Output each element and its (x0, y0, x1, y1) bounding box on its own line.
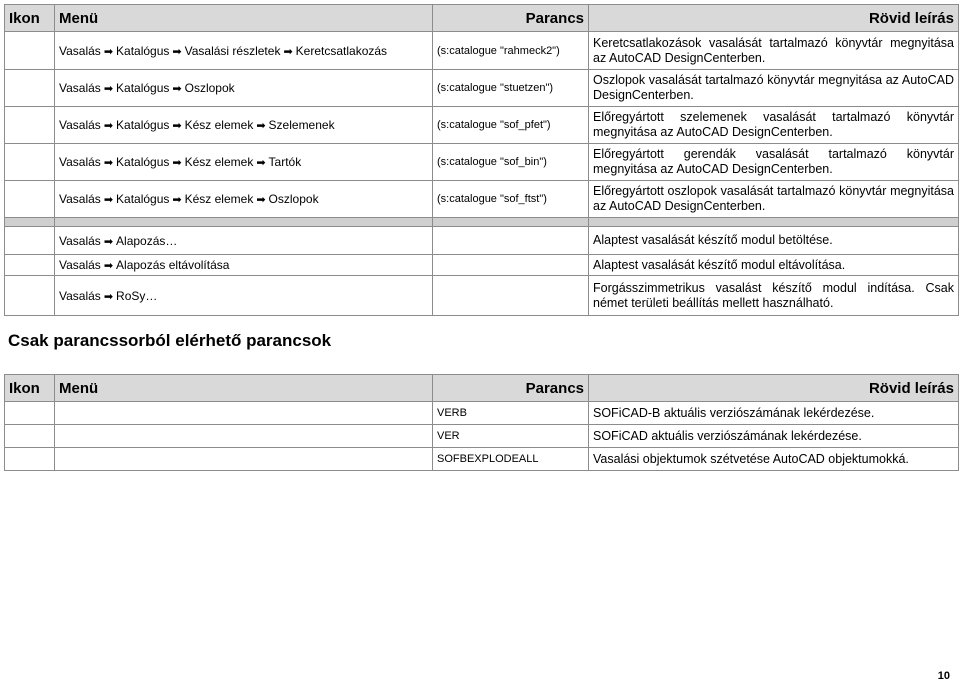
description-text: Alaptest vasalását készítő modul betöltése. (589, 227, 959, 255)
arrow-right-icon: ➡ (172, 120, 182, 132)
icon-cell (5, 227, 55, 255)
description-text: Forgásszimmetrikus vasalást készítő modul indítása. Csak német területi beállítás mellett használható. (589, 276, 959, 316)
description-text: Oszlopok vasalását tartalmazó könyvtár megnyitása az AutoCAD DesignCenterben. (589, 70, 959, 107)
header-menu: Menü (55, 375, 433, 402)
menu-path-item: Vasalás (59, 43, 101, 58)
arrow-right-icon: ➡ (172, 157, 182, 169)
menu-path-item: Katalógus (116, 81, 170, 95)
menu-path-item: Szelemenek (268, 118, 335, 132)
menu-path-item: Vasalás (59, 192, 101, 206)
header-description: Rövid leírás (589, 375, 959, 402)
menu-path (55, 181, 433, 218)
separator-cell (433, 218, 589, 227)
header-command: Parancs (433, 5, 589, 32)
table-row (5, 181, 959, 218)
menu-path (55, 70, 433, 107)
arrow-right-icon: ➡ (172, 45, 182, 58)
description-text: Keretcsatlakozások vasalását tartalmazó könyvtár megnyitása az AutoCAD DesignCenterben. (589, 32, 959, 70)
table-row (5, 255, 959, 276)
icon-cell (5, 276, 55, 316)
description-text: Előregyártott szelemenek vasalását tartalmazó könyvtár megnyitása az AutoCAD DesignCenterben. (589, 107, 959, 144)
command-text (433, 276, 589, 316)
separator-cell (589, 218, 959, 227)
arrow-right-icon: ➡ (103, 194, 114, 206)
description-text: SOFiCAD-B aktuális verziószámának lekérdezése. (589, 402, 959, 425)
separator-cell (55, 218, 433, 227)
arrow-right-icon: ➡ (172, 194, 182, 206)
arrow-right-icon: ➡ (103, 235, 114, 248)
arrow-right-icon: ➡ (256, 194, 266, 206)
table-row (5, 70, 959, 107)
arrow-right-icon: ➡ (103, 290, 114, 303)
command-table-cmdline (4, 374, 959, 471)
table-row (5, 144, 959, 181)
menu-path-item: Vasalás (59, 155, 101, 169)
icon-cell (5, 107, 55, 144)
table-body-cmdline (5, 402, 959, 471)
menu-path (55, 255, 433, 276)
menu-path-item: Vasalás (59, 81, 101, 95)
menu-path-item: Vasalási részletek (184, 43, 281, 58)
menu-path-item: Katalógus (116, 43, 170, 58)
menu-path-item: Alapozás… (116, 233, 178, 248)
menu-path (55, 32, 433, 70)
menu-path-item: Tartók (268, 155, 302, 169)
menu-path-item: Katalógus (116, 118, 170, 132)
description-text: SOFiCAD aktuális verziószámának lekérdezése. (589, 425, 959, 448)
icon-cell (5, 448, 55, 471)
header-command: Parancs (433, 375, 589, 402)
menu-path-item: Vasalás (59, 233, 101, 248)
arrow-right-icon: ➡ (103, 83, 114, 95)
command-text: VERB (433, 402, 589, 425)
menu-path-item: Vasalás (59, 288, 101, 303)
separator-cell (5, 218, 55, 227)
menu-path (55, 402, 433, 425)
icon-cell (5, 32, 55, 70)
table-row (5, 425, 959, 448)
table-separator (5, 218, 959, 227)
menu-path-item: Oszlopok (184, 81, 235, 95)
menu-path-item: Kész elemek (184, 118, 254, 132)
arrow-right-icon: ➡ (103, 260, 114, 272)
command-text: (s:catalogue "sof_pfet") (433, 107, 589, 144)
menu-path-item: Katalógus (116, 192, 170, 206)
section-title: Csak parancssorból elérhető parancsok (8, 331, 332, 350)
table-row (5, 227, 959, 255)
command-text: (s:catalogue "stuetzen") (433, 70, 589, 107)
table-row (5, 402, 959, 425)
description-text: Előregyártott gerendák vasalását tartalmazó könyvtár megnyitása az AutoCAD DesignCenterben. (589, 144, 959, 181)
icon-cell (5, 425, 55, 448)
menu-path-item: Kész elemek (184, 192, 254, 206)
command-text: SOFBEXPLODEALL (433, 448, 589, 471)
menu-path-item: Vasalás (59, 258, 101, 272)
command-text: VER (433, 425, 589, 448)
arrow-right-icon: ➡ (256, 157, 266, 169)
menu-path-item: RoSy… (116, 288, 158, 303)
arrow-right-icon: ➡ (103, 120, 114, 132)
icon-cell (5, 181, 55, 218)
command-text: (s:catalogue "rahmeck2") (433, 32, 589, 70)
table-body-catalogue (5, 32, 959, 316)
table-row (5, 448, 959, 471)
menu-path (55, 448, 433, 471)
menu-path-item: Oszlopok (268, 192, 319, 206)
menu-path-item: Alapozás eltávolítása (116, 258, 230, 272)
icon-cell (5, 70, 55, 107)
arrow-right-icon: ➡ (283, 45, 293, 58)
table-header-row (5, 5, 959, 32)
menu-path (55, 425, 433, 448)
menu-path (55, 276, 433, 316)
icon-cell (5, 255, 55, 276)
table-row (5, 32, 959, 70)
menu-path-item: Kész elemek (184, 155, 254, 169)
menu-path (55, 144, 433, 181)
header-menu: Menü (55, 5, 433, 32)
header-icon: Ikon (5, 5, 55, 32)
page-number: 10 (937, 670, 950, 682)
table-row (5, 107, 959, 144)
header-icon: Ikon (5, 375, 55, 402)
arrow-right-icon: ➡ (172, 83, 182, 95)
command-text: (s:catalogue "sof_bin") (433, 144, 589, 181)
command-text (433, 255, 589, 276)
description-text: Alaptest vasalását készítő modul eltávolítása. (589, 255, 959, 276)
table-header-row (5, 375, 959, 402)
command-table-main (4, 4, 959, 316)
description-text: Vasalási objektumok szétvetése AutoCAD objektumokká. (589, 448, 959, 471)
description-text: Előregyártott oszlopok vasalását tartalmazó könyvtár megnyitása az AutoCAD DesignCenterben. (589, 181, 959, 218)
icon-cell (5, 144, 55, 181)
arrow-right-icon: ➡ (103, 157, 114, 169)
command-text: (s:catalogue "sof_ftst") (433, 181, 589, 218)
command-text (433, 227, 589, 255)
menu-path-item: Keretcsatlakozás (295, 43, 388, 58)
menu-path-item: Katalógus (116, 155, 170, 169)
icon-cell (5, 402, 55, 425)
table-row (5, 276, 959, 316)
arrow-right-icon: ➡ (256, 120, 266, 132)
arrow-right-icon: ➡ (103, 45, 114, 58)
menu-path (55, 107, 433, 144)
menu-path-item: Vasalás (59, 118, 101, 132)
menu-path (55, 227, 433, 255)
header-description: Rövid leírás (589, 5, 959, 32)
